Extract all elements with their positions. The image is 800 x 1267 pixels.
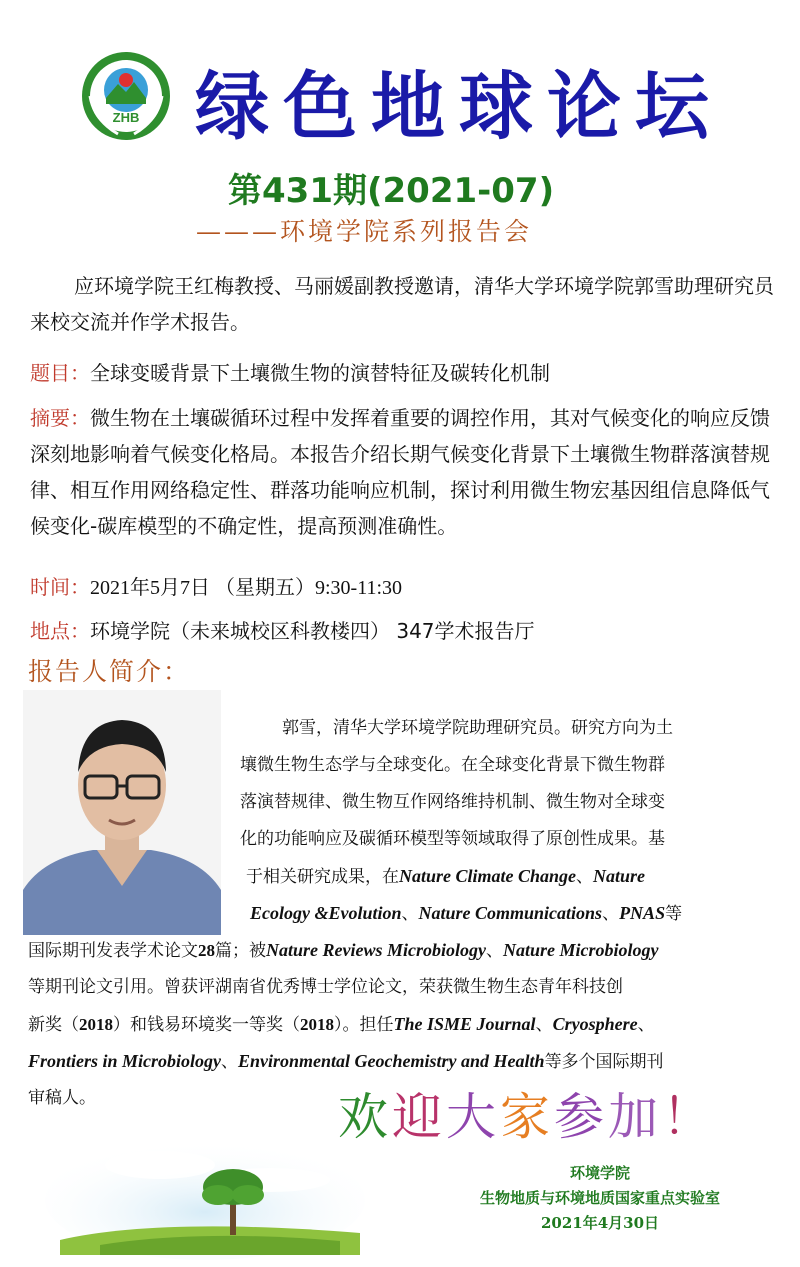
topic-text: 全球变暖背景下土壤微生物的演替特征及碳转化机制 <box>90 361 550 385</box>
venue-row <box>30 613 778 649</box>
bio-line-4: 化的功能响应及碳循环模型等领域取得了原创性成果。基 <box>240 829 665 849</box>
issue-number: 第431期(2021-07) <box>228 171 555 211</box>
welcome-char: 参 <box>554 1088 608 1146</box>
signature-date: 2021年4月30日 <box>540 1214 660 1232</box>
speaker-bio-heading: 报告人简介： <box>28 657 191 686</box>
bio-line-9: 新奖（2018）和钱易环境奖一等奖（2018）。担任The ISME Journal、Cryosphere、 <box>28 1014 655 1035</box>
journal-name: Nature Communications <box>418 903 603 923</box>
bio-line-5: 于相关研究成果，在Nature Climate Change、Nature <box>246 866 646 887</box>
bio-line-7: 国际期刊发表学术论文28篇；被Nature Reviews Microbiology、Nature Microbiology <box>28 940 659 961</box>
welcome-char: 大 <box>446 1088 500 1146</box>
welcome-banner <box>338 1077 716 1149</box>
topic-label: 题目： <box>30 361 90 385</box>
journal-name: Nature Reviews Microbiology <box>266 940 486 960</box>
bio-line-6: Ecology &Evolution、Nature Communications、PNAS等 <box>250 903 683 924</box>
welcome-char: 欢 <box>338 1088 392 1146</box>
venue-label: 地点： <box>30 619 90 643</box>
topic-row <box>30 355 778 391</box>
journal-name: Nature Climate Change <box>399 866 577 886</box>
abstract-label: 摘要： <box>30 406 90 430</box>
journal-name: Frontiers in Microbiology <box>28 1051 222 1071</box>
journal-name: Cryosphere <box>552 1014 638 1034</box>
time-label: 时间： <box>30 575 90 599</box>
journal-name: Environmental Geochemistry and Health <box>238 1051 545 1071</box>
forum-title: 绿色地球论坛 <box>195 64 723 150</box>
abstract-text: 微生物在土壤碳循环过程中发挥着重要的调控作用，其对气候变化的响应反馈深刻地影响着气候变化格局。本报告介绍长期气候变化背景下土壤微生物群落演替规律、相互作用网络稳定性、群落功能响应机制，探讨利用微生物宏基因组信息降低气候变化-碳库模型的不确定性，提高预测准确性。 <box>30 406 770 538</box>
bio-line-1: 郭雪，清华大学环境学院助理研究员。研究方向为土 <box>282 718 673 738</box>
signature-lab: 生物地质与环境地质国家重点实验室 <box>479 1189 720 1207</box>
series-subtitle: ———环境学院系列报告会 <box>196 217 533 246</box>
journal-name: PNAS <box>619 903 666 923</box>
time-row <box>30 569 778 606</box>
zhb-logo <box>80 50 172 142</box>
journal-name: The ISME Journal <box>393 1014 536 1034</box>
welcome-char: 迎 <box>392 1088 446 1146</box>
bio-line-10: Frontiers in Microbiology、Environmental Geochemistry and Health等多个国际期刊 <box>28 1051 664 1072</box>
journal-name: Nature Microbiology <box>502 940 659 960</box>
invitation-paragraph: 应环境学院王红梅教授、马丽媛副教授邀请，清华大学环境学院郭雪助理研究员来校交流并作学术报告。 <box>30 274 774 334</box>
time-text: 2021年5月7日 （星期五）9:30-11:30 <box>90 577 403 599</box>
journal-name: Nature <box>593 866 646 886</box>
bio-line-11: 审稿人。 <box>28 1088 96 1108</box>
welcome-char: 加 <box>608 1088 662 1146</box>
bio-line-8: 等期刊论文引用。曾获评湖南省优秀博士学位论文，荣获微生物生态青年科技创 <box>28 977 623 997</box>
welcome-char: 家 <box>500 1088 554 1146</box>
venue-text: 环境学院（未来城校区科教楼四） 347学术报告厅 <box>90 619 535 643</box>
logo-text: ZHB <box>112 110 140 125</box>
welcome-char: ！ <box>662 1088 716 1146</box>
bio-line-2: 壤微生物生态学与全球变化。在全球变化背景下微生物群 <box>240 755 665 775</box>
abstract-row <box>30 400 778 544</box>
speaker-photo <box>23 690 221 935</box>
tree-landscape-decoration <box>40 1125 370 1260</box>
journal-name: Ecology &Evolution <box>250 903 402 923</box>
signature-dept: 环境学院 <box>569 1164 630 1182</box>
bio-line-3: 落演替规律、微生物互作网络维持机制、微生物对全球变 <box>240 792 665 812</box>
